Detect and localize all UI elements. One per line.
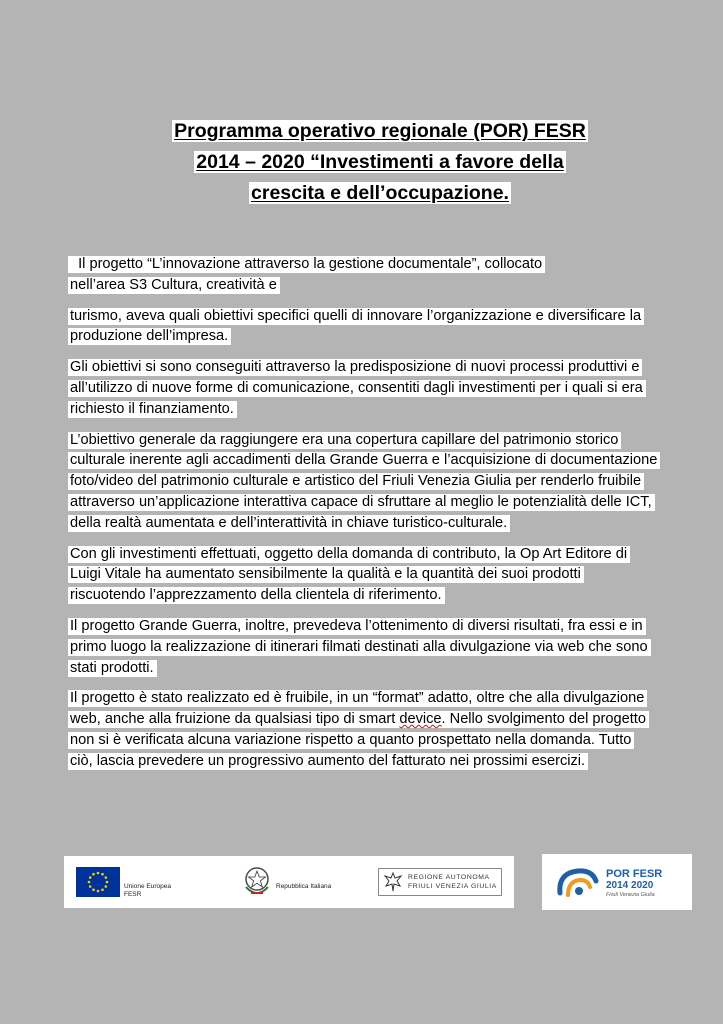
por-fesr-text: POR FESR 2014 2020 Friuli Venezia Giulia — [606, 868, 663, 898]
title-line: crescita e dell’occupazione. — [251, 182, 509, 204]
eu-logo — [76, 856, 171, 908]
eu-label: Unione Europea FESR — [124, 883, 171, 898]
paragraph — [68, 306, 658, 348]
misspelled-word: device — [399, 711, 442, 728]
por-fesr-swirl-icon — [554, 863, 602, 903]
paragraph — [68, 544, 658, 606]
title-line: 2014 – 2020 “Investimenti a favore della — [196, 151, 564, 173]
italy-logo — [242, 856, 331, 908]
paragraph — [68, 688, 658, 771]
italy-label: Repubblica Italiana — [276, 883, 332, 890]
por-fesr-logo — [542, 854, 692, 910]
paragraph — [68, 430, 658, 534]
funding-logos-bar — [64, 856, 514, 908]
paragraph-text: L’obiettivo generale da raggiungere era una copertura capillare del patrimonio storico culturale inerente agli accadimenti della Grande Guerra e l’acquisizione di documentazione foto/video del patrimonio culturale e artistico del Friuli Venezia Giulia per renderlo fruibile attraverso un’applicazione interattiva capace di sfruttare al meglio le potenzialità delle ICT, della realtà aumentata e dell’interattività in chiave turistico-culturale. — [68, 432, 660, 532]
title-line: Programma operativo regionale (POR) FESR — [174, 120, 586, 142]
paragraph — [68, 616, 658, 678]
fvg-logo — [378, 856, 502, 908]
paragraph-text: Il progetto Grande Guerra, inoltre, prevedeva l’ottenimento di diversi risultati, fra essi e in primo luogo la realizzazione di itinerari filmati destinati alla divulgazione via web che sono stati prodotti. — [68, 618, 651, 677]
paragraph-text: . Nello svolgimento del progetto non si è verificata alcuna variazione rispetto a quanto prospettato nella domanda. Tutto ciò, lascia prevedere un progressivo aumento del fatturato nei prossimi esercizi. — [70, 711, 646, 769]
italian-emblem-icon — [242, 865, 272, 899]
document-title — [120, 116, 640, 209]
paragraph — [68, 357, 658, 419]
paragraph-text: nell’area S3 Cultura, creatività e — [68, 277, 280, 294]
paragraph-text: turismo, aveva quali obiettivi specifici quelli di innovare l’organizzazione e diversificare la produzione dell’impresa. — [68, 308, 644, 346]
paragraph-text: Gli obiettivi si sono conseguiti attraverso la predisposizione di nuovi processi produttivi e all’utilizzo di nuove forme di comunicazione, consentiti dagli investimenti per i quali si era richiesto il finanziamento. — [68, 359, 646, 418]
eu-flag-icon — [76, 867, 120, 897]
fvg-eagle-icon — [383, 871, 403, 893]
paragraph-text: Il progetto è stato realizzato ed è fruibile, in un “format” adatto, oltre che alla divulgazione web, anche alla fruizione da qualsiasi tipo di smart — [70, 690, 645, 728]
fvg-label: REGIONE AUTONOMA FRIULI VENEZIA GIULIA — [408, 874, 497, 890]
paragraph-text: Con gli investimenti effettuati, oggetto della domanda di contributo, la Op Art Editore di Luigi Vitale ha aumentato sensibilmente la qualità e la quantità dei suoi prodotti riscuotendo l’apprezzamento della clientela di riferimento. — [68, 546, 630, 605]
paragraph-intro — [68, 254, 658, 296]
document-body — [68, 254, 658, 782]
paragraph-text: Il progetto “L’innovazione attraverso la gestione documentale”, collocato — [78, 256, 543, 272]
